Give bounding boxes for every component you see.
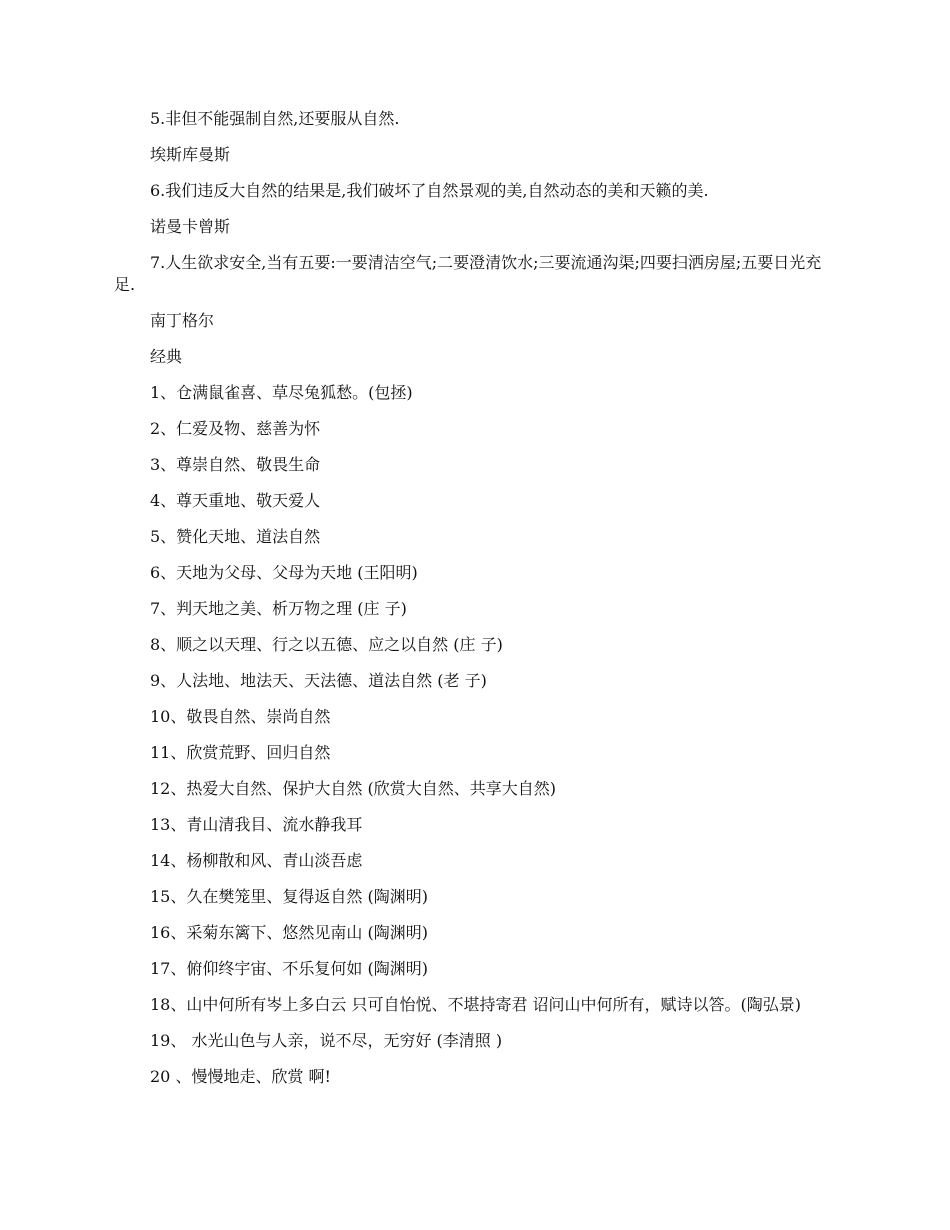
classic-item-8: 8、顺之以天理、行之以五德、应之以自然 (庄 子) bbox=[150, 635, 503, 654]
classic-item-16: 16、采菊东篱下、悠然见南山 (陶渊明) bbox=[150, 923, 428, 942]
quote-7-author: 南丁格尔 bbox=[150, 311, 215, 330]
classic-item-9: 9、人法地、地法天、天法德、道法自然 (老 子) bbox=[150, 671, 487, 690]
classic-item-12: 12、热爱大自然、保护大自然 (欣赏大自然、共享大自然) bbox=[150, 779, 556, 798]
classic-item-6: 6、天地为父母、父母为天地 (王阳明) bbox=[150, 563, 418, 582]
quote-5-author: 埃斯库曼斯 bbox=[150, 145, 231, 164]
section-heading-classics: 经典 bbox=[150, 347, 183, 366]
classic-item-5: 5、赞化天地、道法自然 bbox=[150, 527, 321, 546]
classic-item-3: 3、尊崇自然、敬畏生命 bbox=[150, 455, 321, 474]
classic-item-15: 15、久在樊笼里、复得返自然 (陶渊明) bbox=[150, 887, 428, 906]
classic-item-19: 19、 水光山色与人亲，说不尽，无穷好 (李清照 ) bbox=[150, 1031, 503, 1050]
classic-item-7: 7、判天地之美、析万物之理 (庄 子) bbox=[150, 599, 407, 618]
quote-7: 7.人生欲求安全,当有五要:一要清洁空气;二要澄清饮水;三要流通沟渠;四要扫洒房屋;五要日光充足. bbox=[114, 253, 822, 294]
classic-item-14: 14、杨柳散和风、青山淡吾虑 bbox=[150, 851, 363, 870]
classic-item-20: 20 、慢慢地走、欣赏 啊! bbox=[150, 1067, 331, 1086]
classic-item-4: 4、尊天重地、敬天爱人 bbox=[150, 491, 321, 510]
classic-item-13: 13、青山清我目、流水静我耳 bbox=[150, 815, 363, 834]
quote-5: 5.非但不能强制自然,还要服从自然. bbox=[150, 109, 400, 128]
document-body bbox=[114, 108, 834, 1102]
classic-item-2: 2、仁爱及物、慈善为怀 bbox=[150, 419, 321, 438]
classic-item-10: 10、敬畏自然、崇尚自然 bbox=[150, 707, 331, 726]
quote-6: 6.我们违反大自然的结果是,我们破坏了自然景观的美,自然动态的美和天籁的美. bbox=[150, 181, 709, 200]
classic-item-17: 17、俯仰终宇宙、不乐复何如 (陶渊明) bbox=[150, 959, 428, 978]
classic-item-1: 1、仓满鼠雀喜、草尽兔狐愁。(包拯) bbox=[150, 383, 413, 402]
classic-item-11: 11、欣赏荒野、回归自然 bbox=[150, 743, 331, 762]
quote-6-author: 诺曼卡曾斯 bbox=[150, 217, 231, 236]
classic-item-18: 18、山中何所有岑上多白云 只可自怡悦、不堪持寄君 诏问山中何所有，赋诗以答。(陶弘景) bbox=[150, 995, 802, 1014]
